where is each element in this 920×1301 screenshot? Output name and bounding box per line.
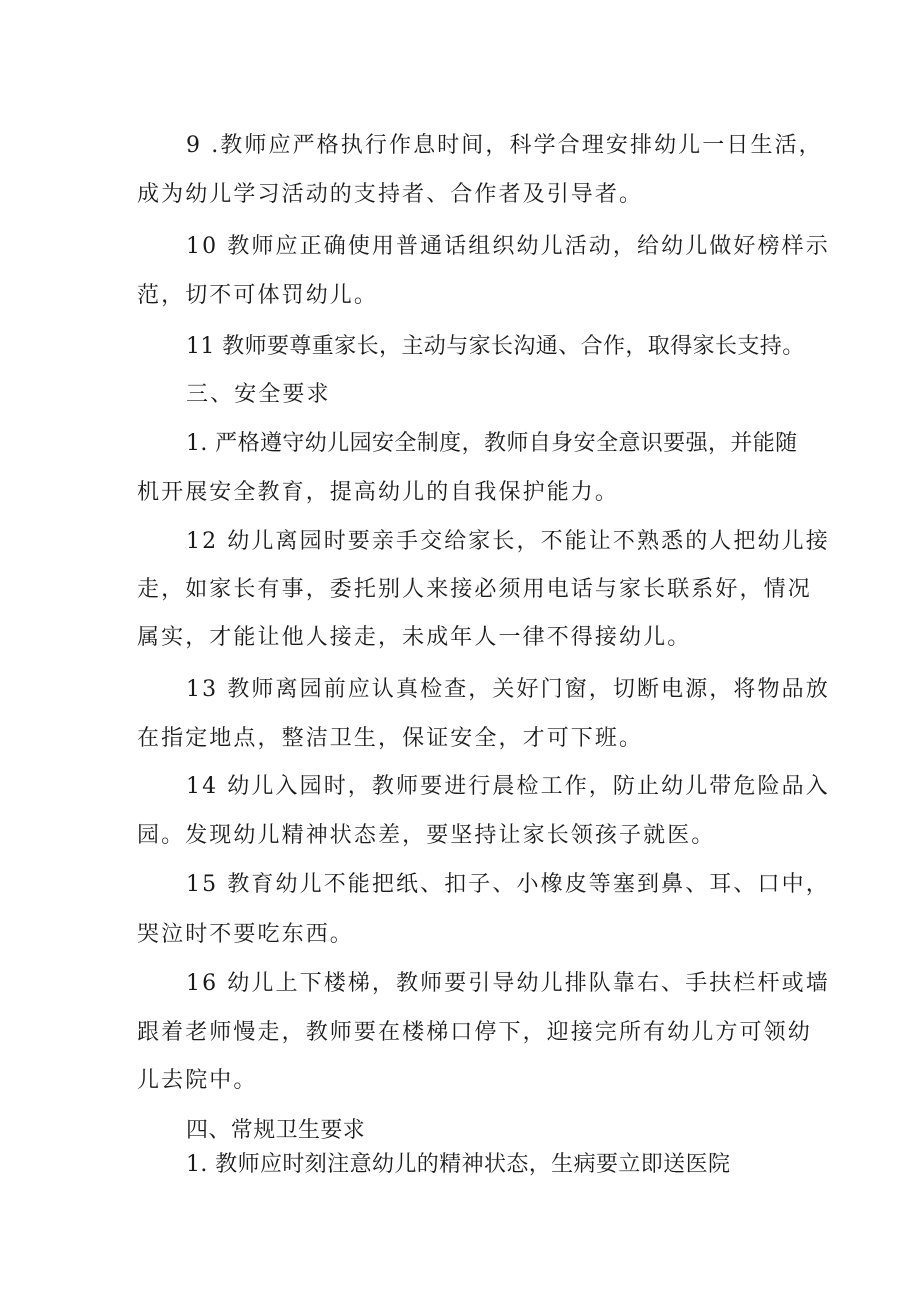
paragraph-10-line-2: 范，切不可体罚幼儿。 [137, 283, 379, 308]
paragraph-16-line-2: 跟着老师慢走，教师要在楼梯口停下，迎接完所有幼儿方可领幼 [137, 1020, 812, 1045]
paragraph-13-line-1: 13 教师离园前应认真检查，关好门窗，切断电源，将物品放 [186, 677, 830, 702]
paragraph-15-line-2: 哭泣时不要吃东西。 [137, 922, 354, 947]
paragraph-hygiene-1-line-1: 1. 教师应时刻注意幼儿的精神状态，生病要立即送医院 [186, 1152, 731, 1177]
paragraph-1-line-2: 机开展安全教育，提高幼儿的自我保护能力。 [137, 480, 620, 505]
paragraph-16-line-1: 16 幼儿上下楼梯，教师要引导幼儿排队靠右、手扶栏杆或墙 [186, 971, 830, 996]
paragraph-13-line-2: 在指定地点，整洁卫生，保证安全，才可下班。 [137, 726, 644, 751]
paragraph-12-line-2: 走，如家长有事，委托别人来接必须用电话与家长联系好，情况 [137, 577, 812, 602]
paragraph-1-line-1: 1. 严格遵守幼儿园安全制度，教师自身安全意识要强，并能随 [186, 431, 798, 456]
paragraph-12-line-1: 12 幼儿离园时要亲手交给家长，不能让不熟悉的人把幼儿接 [186, 529, 830, 554]
paragraph-14-line-2: 园。发现幼儿精神状态差，要坚持让家长领孩子就医。 [137, 823, 716, 848]
paragraph-10-line-1: 10 教师应正确使用普通话组织幼儿活动，给幼儿做好榜样示 [186, 234, 830, 259]
paragraph-11-line-1: 11 教师要尊重家长，主动与家长沟通、合作，取得家长支持。 [186, 334, 805, 359]
paragraph-16-line-3: 儿去院中。 [137, 1068, 258, 1093]
paragraph-14-line-1: 14 幼儿入园时，教师要进行晨检工作，防止幼儿带危险品入 [186, 774, 830, 799]
paragraph-9-line-2: 成为幼儿学习活动的支持者、合作者及引导者。 [137, 182, 644, 207]
paragraph-9-line-1: 9 .教师应严格执行作息时间，科学合理安排幼儿一日生活， [186, 133, 823, 158]
paragraph-12-line-3: 属实，才能让他人接走，未成年人一律不得接幼儿。 [137, 625, 692, 650]
section-heading-safety: 三、安全要求 [186, 382, 331, 407]
paragraph-15-line-1: 15 教育幼儿不能把纸、扣子、小橡皮等塞到鼻、耳、口中， [186, 872, 830, 897]
section-heading-hygiene: 四、常规卫生要求 [186, 1118, 366, 1143]
